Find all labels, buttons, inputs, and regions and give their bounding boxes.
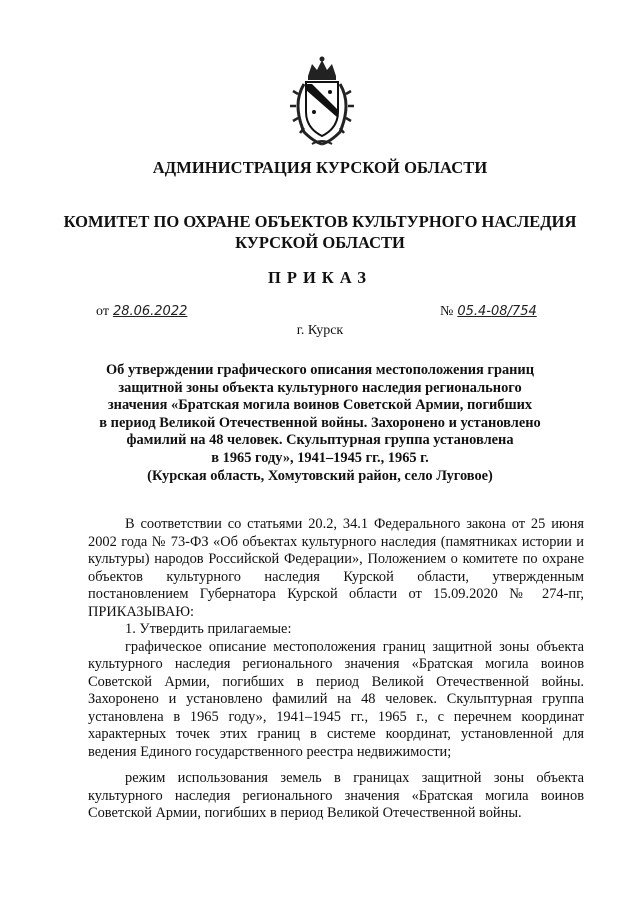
date-value: 28.06.2022 — [112, 304, 188, 319]
subject-line: значения «Братская могила воинов Советской Армии, погибших — [107, 397, 533, 414]
body-paragraph-item-1: 1. Утвердить прилагаемые: — [125, 621, 292, 637]
order-subject — [90, 362, 550, 485]
committee-title-line2: КУРСКОЙ ОБЛАСТИ — [235, 233, 405, 252]
body-paragraph-graphic-description: графическое описание местоположения границ защитной зоны объекта культурного наследия регионального значения «Братская могила воинов Советской Армии, погибших в период Великой Отечественной войны. Захоронено и установлено фамилий на 48 человек. Скульптурная группа установлена в 1965 году», 1941–1945 гг., 1965 г., с перечнем координат характерных точек этих границ в системе координат, установленной для ведения Единого государственного реестра недвижимости; — [88, 638, 584, 760]
order-number — [440, 304, 537, 320]
subject-line: в 1965 году», 1941–1945 гг., 1965 г. — [211, 449, 429, 466]
number-prefix: № — [440, 304, 454, 319]
committee-title — [0, 211, 640, 253]
subject-line: в период Великой Отечественной войны. Захоронено и установлено — [99, 414, 541, 431]
coat-of-arms-emblem — [286, 54, 358, 150]
order-body — [88, 516, 584, 823]
subject-line: фамилий на 48 человек. Скульптурная группа установлена — [126, 432, 514, 449]
body-paragraph-preamble: В соответствии со статьями 20.2, 34.1 Федерального закона от 25 июня 2002 года № 73-ФЗ «Об объектах культурного наследия (памятниках истории и культуры) народов Российской Федерации», Положением о комитете по охране объектов культурного наследия Курской области, утвержденным постановлением Губернатора Курской области от 15.09.2020 № 274-пг, ПРИКАЗЫВАЮ: — [88, 516, 584, 620]
date-prefix: от — [96, 304, 109, 319]
subject-line: защитной зоны объекта культурного наследия регионального — [118, 379, 522, 396]
organization-title: АДМИНИСТРАЦИЯ КУРСКОЙ ОБЛАСТИ — [152, 158, 488, 177]
committee-title-line1: КОМИТЕТ ПО ОХРАНЕ ОБЪЕКТОВ КУЛЬТУРНОГО НАСЛЕДИЯ — [63, 212, 577, 231]
number-value: 05.4-08/754 — [457, 304, 537, 319]
document-type: ПРИКАЗ — [268, 268, 372, 287]
body-paragraph-land-use-regime: режим использования земель в границах защитной зоны объекта культурного наследия регионального значения «Братская могила воинов Советской Армии, погибших в период Великой Отечественной войны. — [88, 770, 584, 821]
order-date — [96, 304, 187, 320]
city-name: г. Курск — [296, 323, 344, 338]
subject-line: Об утверждении графического описания местоположения границ — [105, 362, 535, 378]
subject-line: (Курская область, Хомутовский район, село Луговое) — [147, 467, 493, 484]
